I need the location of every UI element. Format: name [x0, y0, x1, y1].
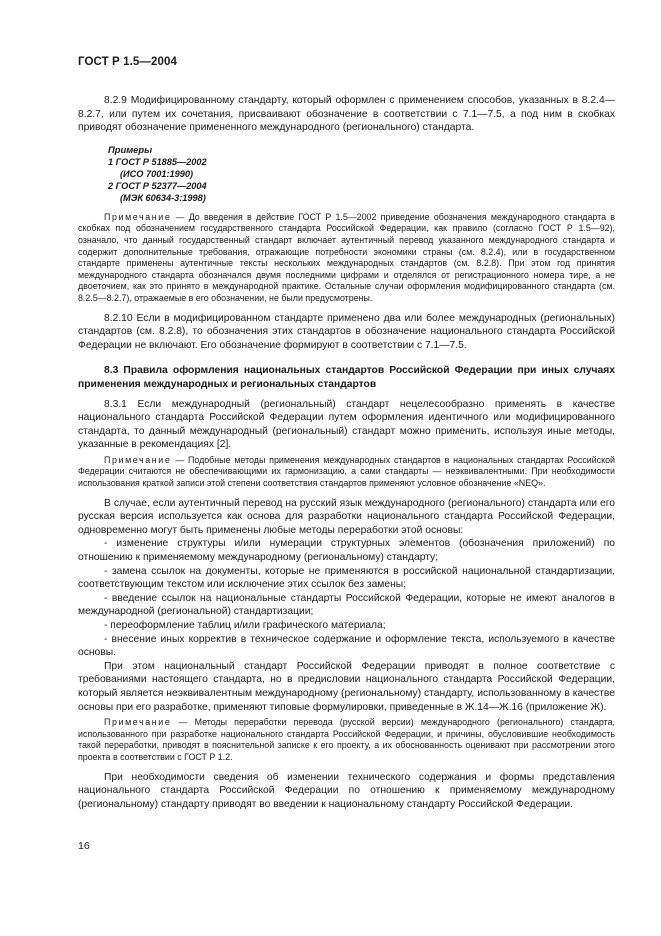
example-2-sub: (МЭК 60634-3:1998): [120, 192, 206, 203]
example-1: 1 ГОСТ Р 51885—2002: [108, 156, 207, 167]
section-heading-8-3: 8.3 Правила оформления национальных стандартов Российской Федерации при иных случаях применения международных и региональных стандартов: [78, 365, 615, 390]
paragraph-last: При необходимости сведения об изменении технического содержания и формы представления национального стандарта Российской Федерации по отношению к применяемому международному (региональному) стандарту приводят во введении к национальному стандарту Российской Федерации.: [78, 771, 615, 810]
document-header: ГОСТ Р 1.5—2004: [78, 56, 177, 68]
paragraph-case: В случае, если аутентичный перевод на русский язык международного (регионального) стандарта или его русская версия используется как основа для разработки национального стандарта Российской Федерации, одновременно могут быть применены любые методы переработки этой основы:: [78, 497, 615, 536]
page-number: 16: [78, 840, 90, 852]
note-1-text: — До введения в действие ГОСТ Р 1.5—2002 приведение обозначения международного стандарта в скобках под обозначением государственного стандарта Российской Федерации, как правило (согласно ГОСТ Р 1.5—92), означало, что данный государственный стандарт включает аутентичный перевод указанного международного стандарта и содержит дополнительные требования, отражающие потребности экономики страны (см. 8.2.4), или в государственном стандарте применены аутентичные тексты нескольких международных стандартов (см. 8.2.8). При этом год принятия международного стандарта обозначался двумя последними цифрами и отделялся от регистрационного номера тире, а не двоеточием, как это принято в международной практике. Остальные случаи оформления модифицированного стандарта (см. 8.2.5—8.2.7), отражаемые в его обозначении, не были предусмотрены.: [78, 211, 615, 303]
examples-block: [108, 144, 615, 204]
examples-title: Примеры: [108, 143, 153, 155]
note-label: Примечание: [104, 717, 172, 728]
list-item: - замена ссылок на документы, которые не применяются в российской национальной стандартизации, соответствующим текстом или исключение этих ссылок без замены;: [78, 565, 615, 591]
list-item: - внесение иных корректив в техническое содержание и оформление текста, используемого в качестве основы.: [78, 633, 615, 659]
note-2: [78, 455, 615, 490]
list-item: - переоформление таблиц и/или графического материала;: [104, 620, 386, 631]
note-label: Примечание: [104, 211, 172, 222]
note-3: [78, 717, 615, 763]
list-item: - введение ссылок на национальные стандарты Российской Федерации, которые не имеют аналогов в международной (региональной) стандартизации;: [78, 592, 615, 618]
note-3-text: — Методы переработки перевода (русской версии) международного (регионального) стандарта, использованного при разработке национального стандарта Российской Федерации, и причины, обусловившие необходимость такой переработки, приводят в пояснительной записке к его проекту, а их обоснованность оценивают при рассмотрении этого проекта в соответствии с ГОСТ Р 1.2.: [78, 717, 615, 762]
paragraph-this: При этом национальный стандарт Российской Федерации приводят в полное соответствие с требованиями настоящего стандарта, но в предисловии национального стандарта Российской Федерации, который является неэквивалентным международному (региональному) стандарту, использованному в качестве основы при его разработке, применяют типовые формулировки, приведенные в Ж.14—Ж.16 (приложение Ж).: [78, 660, 615, 713]
note-2-text: — Подобные методы применения международных стандартов в национальных стандартах Российской Федерации считаются не обеспечивающими их гармонизацию, а сами стандарты — неэквивалентными. При необходимости использования краткой записи этой степени соответствия стандартов применяют условное обозначение «NEQ».: [78, 454, 615, 489]
example-1-sub: (ИСО 7001:1990): [120, 168, 193, 179]
note-label: Примечание: [104, 454, 172, 465]
methods-list: [78, 537, 615, 659]
note-1: [78, 212, 615, 305]
clause-8-2-9: 8.2.9 Модифицированному стандарту, который оформлен с применением способов, указанных в 8.2.4—8.2.7, или путем их сочетания, присваивают обозначение в соответствии с 7.1—7.5, а под ним в скобках приводят обозначение примененного международного (регионального) стандарта.: [78, 95, 615, 134]
clause-8-3-1: 8.3.1 Если международный (региональный) стандарт нецелесообразно применять в качестве национального стандарта Российской Федерации путем оформления идентичного или модифицированного стандарта, то данный международный (региональный) стандарт можно применить, используя иные методы, указанные в рекомендациях [2].: [78, 398, 615, 451]
example-2: 2 ГОСТ Р 52377—2004: [108, 180, 207, 191]
list-item: - изменение структуры и/или нумерации структурных элементов (обозначения приложений) по отношению к применяемому международному (региональному) стандарту;: [78, 538, 615, 564]
clause-8-2-10: 8.2.10 Если в модифицированном стандарте применено два или более международных (региональных) стандартов (см. 8.2.8), то обозначения этих стандартов в обозначение национального стандарта Российской Федерации не включают. Его обозначение формируют в соответствии с 7.1—7.5.: [78, 312, 615, 351]
